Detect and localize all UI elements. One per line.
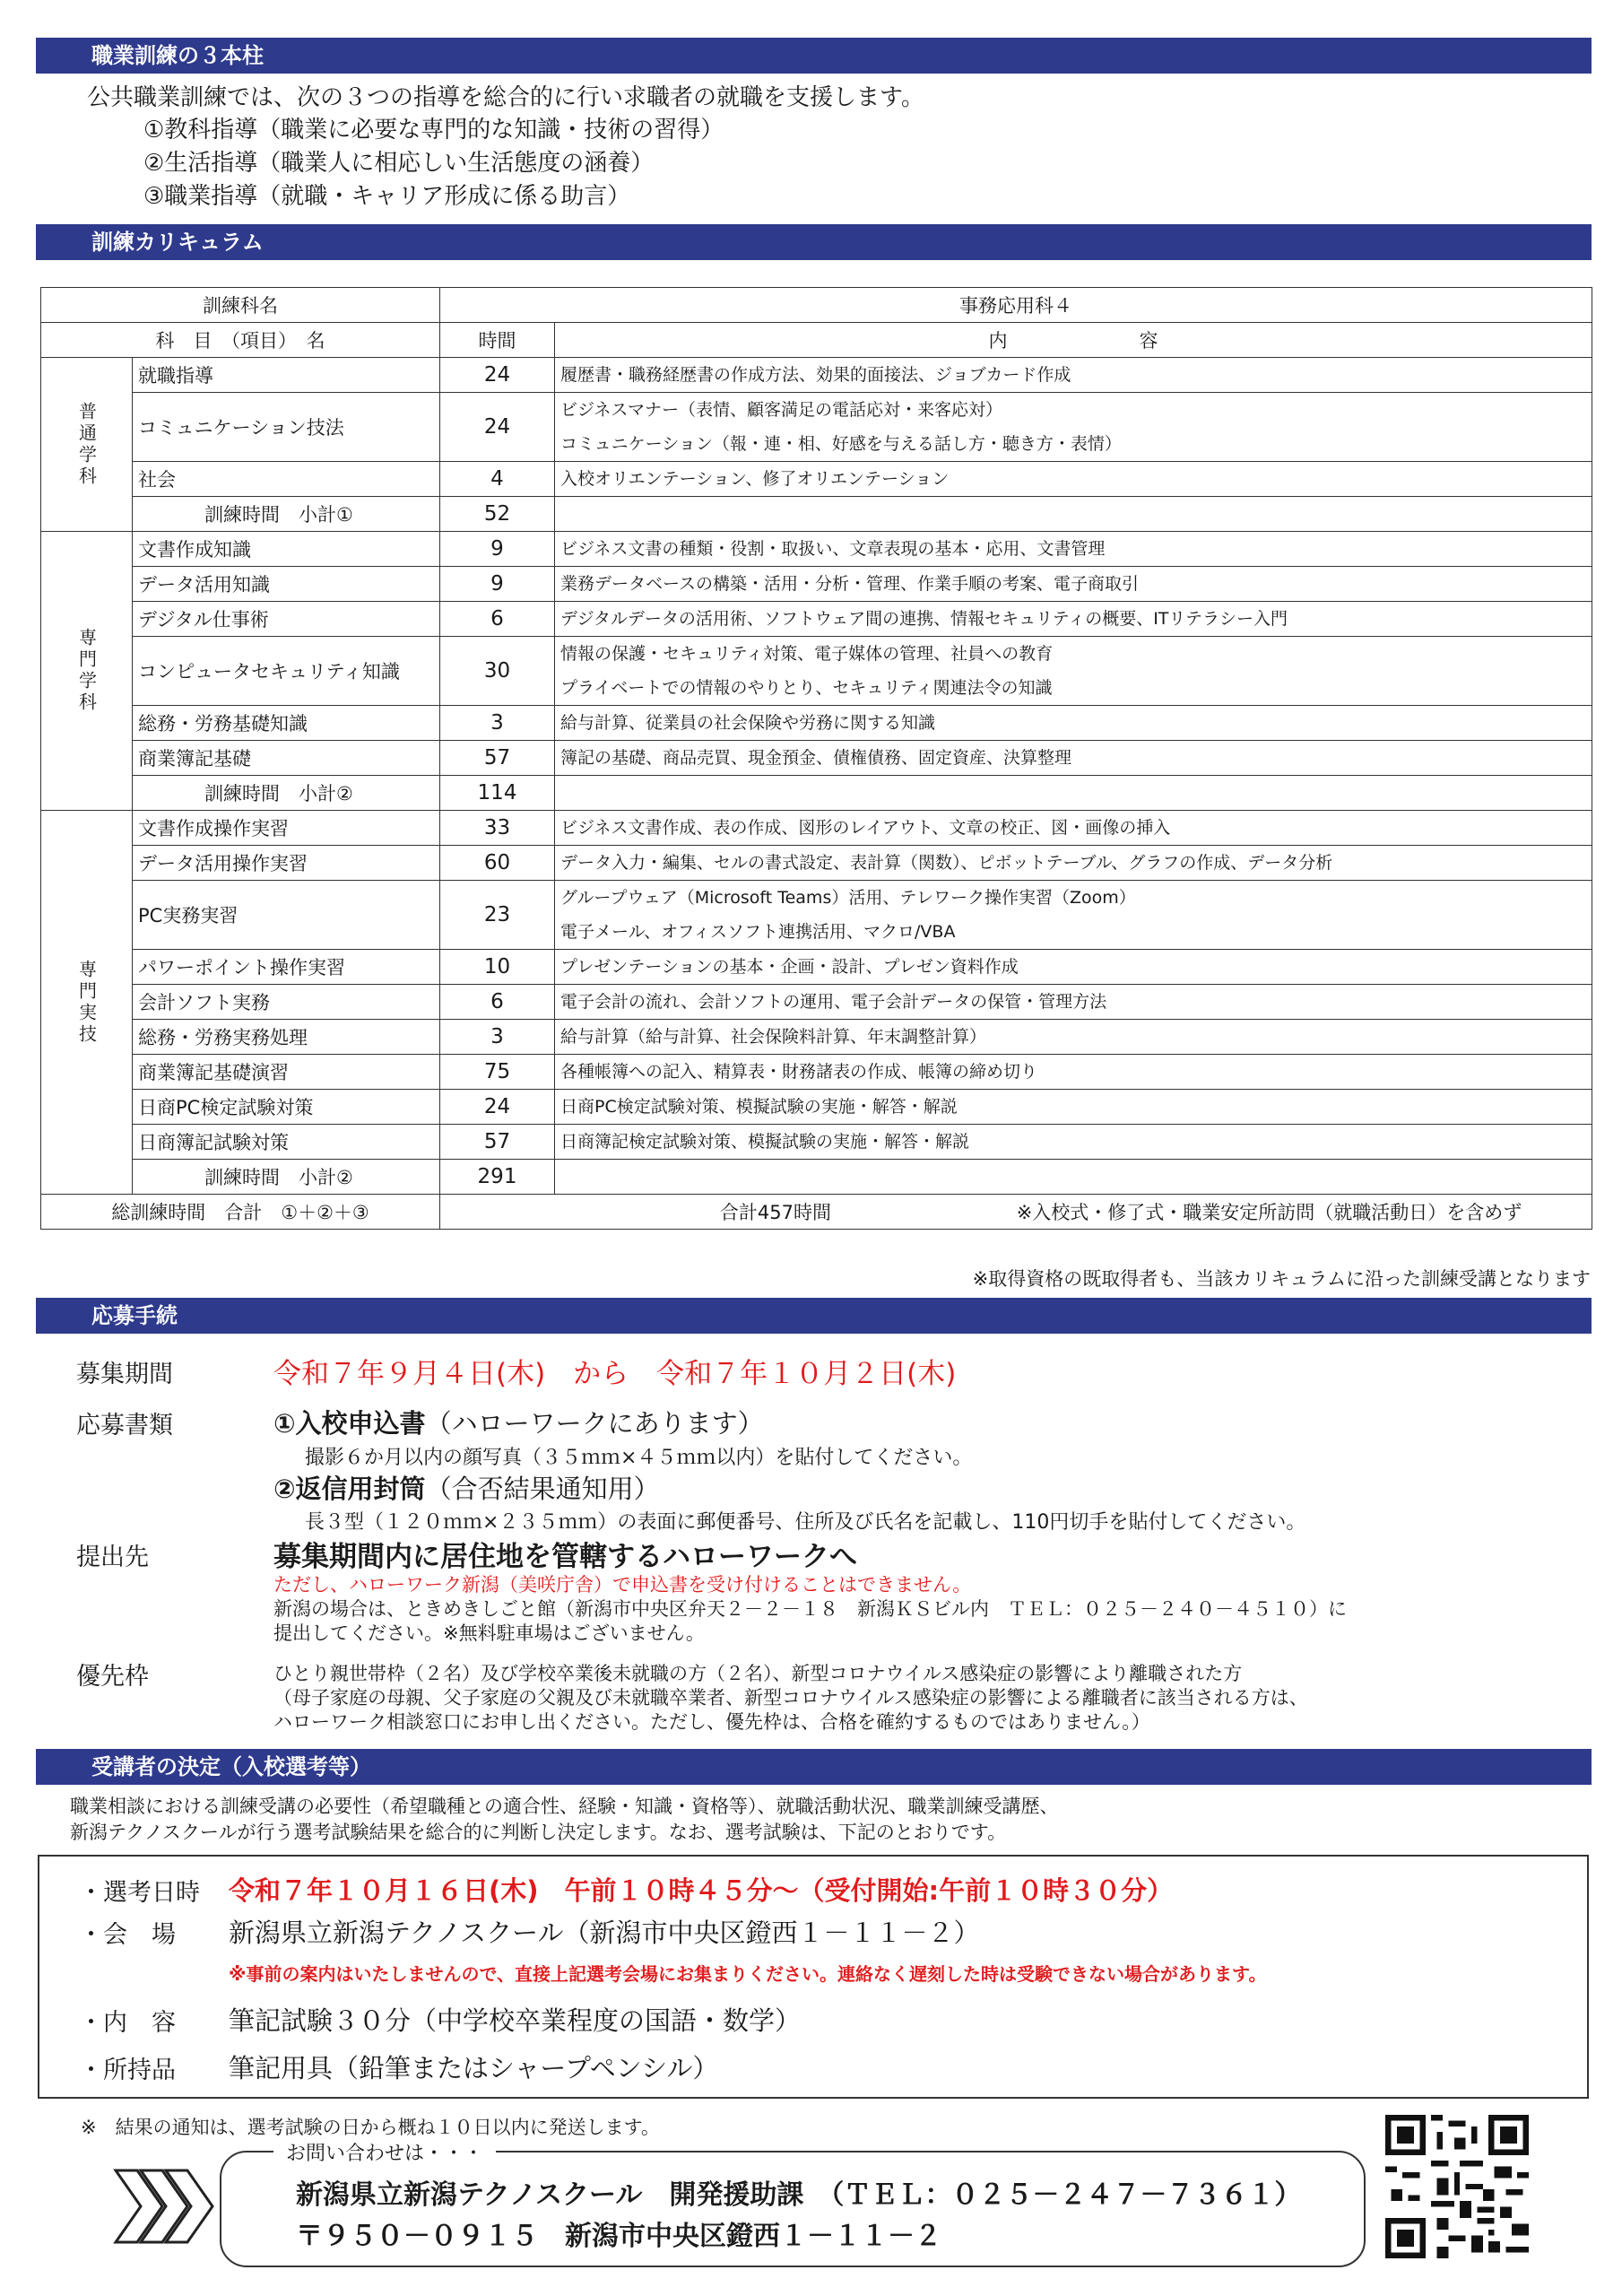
chevron-arrows-icon <box>112 2166 220 2247</box>
subject-content <box>555 462 1592 497</box>
col-hours-header: 時間 <box>440 323 555 358</box>
col-content-header: 内 容 <box>555 323 1592 358</box>
subject-name: 総務・労務基礎知識 <box>133 706 440 741</box>
subtotal-label: 訓練時間 小計① <box>133 497 440 532</box>
table-row <box>41 532 1592 567</box>
content-line: 業務データベースの構築・活用・分析・管理、作業手順の考案、電子商取引 <box>560 574 1140 594</box>
content-line: 履歴書・職務経歴書の作成方法、効果的面接法、ジョブカード作成 <box>560 365 1071 385</box>
subject-hours: 57 <box>440 741 555 776</box>
content-line: 情報の保護・セキュリティ対策、電子媒体の管理、社員への教育 <box>560 644 1054 664</box>
total-value: 合計457時間 <box>719 1202 831 1223</box>
result-note: ※ 結果の通知は、選考試験の日から概ね１０日以内に発送します。 <box>81 2117 660 2138</box>
subject-hours: 6 <box>440 602 555 637</box>
subject-hours: 10 <box>440 950 555 985</box>
subtotal-label: 訓練時間 小計② <box>133 1160 440 1195</box>
doc2-note: 長３型（１２０ｍｍ×２３５ｍｍ）の表面に郵便番号、住所及び氏名を記載し、110円切手を貼付してください。 <box>305 1511 1306 1534</box>
subject-hours: 60 <box>440 846 555 881</box>
table-row <box>41 985 1592 1020</box>
subject-content <box>555 881 1592 950</box>
subject-name: PC実務実習 <box>133 881 440 950</box>
table-row <box>41 706 1592 741</box>
subject-name: 日商簿記試験対策 <box>133 1125 440 1160</box>
subject-name: デジタル仕事術 <box>133 602 440 637</box>
group-general <box>41 358 1592 532</box>
doc1-suffix: （ハローワークにあります） <box>425 1408 764 1439</box>
docs-label: 応募書類 <box>76 1412 173 1439</box>
group-specialized <box>41 532 1592 811</box>
subtotal-row <box>41 776 1592 811</box>
contact-label: お問い合わせは・・・ <box>273 2138 496 2166</box>
submit-warning: ただし、ハローワーク新潟（美咲庁舎）で申込書を受け付けることはできません。 <box>273 1574 972 1596</box>
subject-content <box>555 1090 1592 1125</box>
period-label: 募集期間 <box>76 1361 173 1388</box>
table-row <box>41 567 1592 602</box>
contact-line-1: 新潟県立新潟テクノスクール 開発援助課 （ＴＥＬ：０２５－２４７－７３６１） <box>296 2179 1302 2211</box>
table-row <box>41 462 1592 497</box>
content-line: 各種帳簿への記入、精算表・財務諸表の作成、帳簿の締め切り <box>560 1062 1038 1082</box>
content-line: 電子メール、オフィスソフト連携活用、マクロ/VBA <box>560 922 956 942</box>
doc2 <box>273 1469 660 1506</box>
pillars-intro: 公共職業訓練では、次の３つの指導を総合的に行い求職者の就職を支援します。 <box>87 84 924 111</box>
subject-name: コミュニケーション技法 <box>133 393 440 462</box>
table-row <box>41 1055 1592 1090</box>
subject-hours: 30 <box>440 637 555 706</box>
subject-content <box>555 602 1592 637</box>
content-line: 簿記の基礎、商品売買、現金預金、債権債務、固定資産、決算整理 <box>560 748 1072 768</box>
subtotal-row <box>41 497 1592 532</box>
subject-content <box>555 1055 1592 1090</box>
doc1-title: ①入校申込書 <box>273 1408 426 1439</box>
table-row <box>41 602 1592 637</box>
subject-hours: 24 <box>440 393 555 462</box>
content-line: グループウェア（Microsoft Teams）活用、テレワーク操作実習（Zoom） <box>560 888 1136 908</box>
subtotal-hours: 114 <box>440 776 555 811</box>
subject-hours: 6 <box>440 985 555 1020</box>
priority-line-1: ひとり親世帯枠（２名）及び学校卒業後未就職の方（２名）、新型コロナウイルス感染症の影響により離職された方 <box>273 1663 1243 1684</box>
col-subject-header: 科 目 （項目） 名 <box>41 323 440 358</box>
table-row <box>41 1125 1592 1160</box>
contact-line-2: 〒９５０－０９１５ 新潟市中央区鐙西１－１１－２ <box>296 2221 941 2252</box>
content-line: 日商簿記検定試験対策、模擬試験の実施・解答・解説 <box>560 1132 970 1152</box>
table-row <box>41 393 1592 462</box>
category-specialized: 専門学科 <box>41 532 133 811</box>
subject-name: 社会 <box>133 462 440 497</box>
subject-content <box>555 811 1592 846</box>
doc2-title: ②返信用封筒 <box>273 1474 426 1504</box>
course-label: 訓練科名 <box>41 288 440 323</box>
period-value: 令和７年９月４日(木) から 令和７年１０月２日(木) <box>273 1358 957 1390</box>
subtotal-label: 訓練時間 小計② <box>133 776 440 811</box>
content-line: プレゼンテーションの基本・企画・設計、プレゼン資料作成 <box>560 957 1019 977</box>
table-row <box>41 358 1592 393</box>
table-row <box>41 950 1592 985</box>
table-row <box>41 741 1592 776</box>
content-value: 筆記試験３０分（中学校卒業程度の国語・数学） <box>229 2005 802 2036</box>
subtotal-row <box>41 1160 1592 1195</box>
subject-hours: 9 <box>440 532 555 567</box>
subject-hours: 3 <box>440 706 555 741</box>
curriculum-table <box>40 287 1592 1230</box>
doc1 <box>273 1404 764 1440</box>
subject-hours: 33 <box>440 811 555 846</box>
content-line: 入校オリエンテーション、修了オリエンテーション <box>560 469 950 489</box>
category-practical: 専門実技 <box>41 811 133 1195</box>
group-practical <box>41 811 1592 1195</box>
table-row <box>41 637 1592 706</box>
section-title-application: 応募手続 <box>36 1298 1592 1334</box>
subtotal-hours: 291 <box>440 1160 555 1195</box>
priority-label: 優先枠 <box>76 1663 149 1691</box>
section-title-curriculum: 訓練カリキュラム <box>36 224 1592 260</box>
content-line: 給与計算（給与計算、社会保険料計算、年末調整計算） <box>560 1027 987 1047</box>
table-row <box>41 1020 1592 1055</box>
subject-content <box>555 1020 1592 1055</box>
date-label: ・選考日時 <box>79 1879 200 1907</box>
subtotal-empty <box>555 776 1592 811</box>
subject-content <box>555 393 1592 462</box>
section-title-selection: 受講者の決定（入校選考等） <box>36 1749 1592 1785</box>
subject-name: データ活用知識 <box>133 567 440 602</box>
subject-hours: 24 <box>440 358 555 393</box>
priority-line-2: （母子家庭の母親、父子家庭の父親及び未就職卒業者、新型コロナウイルス感染症の影響による離職者に該当される方は、 <box>273 1687 1308 1709</box>
subject-hours: 4 <box>440 462 555 497</box>
subject-content <box>555 706 1592 741</box>
selection-desc-2: 新潟テクノスクールが行う選考試験結果を総合的に判断し決定します。なお、選考試験は、下記のとおりです。 <box>70 1822 1007 1843</box>
subject-content <box>555 950 1592 985</box>
submit-label: 提出先 <box>76 1544 149 1571</box>
subject-hours: 3 <box>440 1020 555 1055</box>
content-line: プライベートでの情報のやりとり、セキュリティ関連法令の知識 <box>560 678 1053 698</box>
pillar-item-3: ③職業指導（就職・キャリア形成に係る助言） <box>143 183 631 210</box>
curriculum-note: ※取得資格の既取得者も、当該カリキュラムに沿った訓練受講となります <box>972 1268 1591 1290</box>
qr-code-icon[interactable] <box>1385 2115 1529 2258</box>
table-row <box>41 811 1592 846</box>
total-note: ※入校式・修了式・職業安定所訪問（就職活動日）を含めず <box>1016 1202 1522 1223</box>
content-line: ビジネスマナー（表情、顧客満足の電話応対・来客応対） <box>560 400 1003 420</box>
subject-hours: 57 <box>440 1125 555 1160</box>
table-row <box>41 846 1592 881</box>
selection-desc-1: 職業相談における訓練受講の必要性（希望職種との適合性、経験・知識・資格等）、就職活動状況、職業訓練受講歴、 <box>70 1796 1059 1817</box>
content-line: ビジネス文書作成、表の作成、図形のレイアウト、文章の校正、図・画像の挿入 <box>560 818 1171 838</box>
subject-content <box>555 358 1592 393</box>
subtotal-hours: 52 <box>440 497 555 532</box>
subtotal-empty <box>555 1160 1592 1195</box>
subtotal-empty <box>555 497 1592 532</box>
subject-content <box>555 532 1592 567</box>
submit-value: 募集期間内に居住地を管轄するハローワークへ <box>273 1541 857 1573</box>
subject-name: 文書作成知識 <box>133 532 440 567</box>
venue-warning: ※事前の案内はいたしませんので、直接上記選考会場にお集まりください。連絡なく遅刻した時は受験できない場合があります。 <box>229 1963 1267 1985</box>
doc2-suffix: （合否結果通知用） <box>425 1474 660 1504</box>
table-row <box>41 881 1592 950</box>
category-general: 普通学科 <box>41 358 133 532</box>
subject-name: 日商PC検定試験対策 <box>133 1090 440 1125</box>
content-line: ビジネス文書の種類・役割・取扱い、文章表現の基本・応用、文書管理 <box>560 539 1106 559</box>
subject-content <box>555 741 1592 776</box>
table-row <box>41 1090 1592 1125</box>
subject-name: 就職指導 <box>133 358 440 393</box>
subject-content <box>555 567 1592 602</box>
subject-content <box>555 846 1592 881</box>
subject-name: 商業簿記基礎演習 <box>133 1055 440 1090</box>
subject-name: 文書作成操作実習 <box>133 811 440 846</box>
pillar-item-2: ②生活指導（職業人に相応しい生活態度の涵養） <box>143 150 655 177</box>
subject-hours: 75 <box>440 1055 555 1090</box>
subject-hours: 23 <box>440 881 555 950</box>
submit-note-1: 新潟の場合は、ときめきしごと館（新潟市中央区弁天２－２－１８ 新潟ＫＳビル内 ＴＥＬ：０２５－２４０－４５１０）に <box>273 1598 1347 1620</box>
subject-name: 会計ソフト実務 <box>133 985 440 1020</box>
doc1-note: 撮影６か月以内の顔写真（３５ｍｍ×４５ｍｍ以内）を貼付してください。 <box>305 1447 973 1469</box>
content-line: 給与計算、従業員の社会保険や労務に関する知識 <box>560 713 936 733</box>
priority-line-3: ハローワーク相談窓口にお申し出ください。ただし、優先枠は、合格を確約するものではありません。） <box>273 1711 1150 1733</box>
subject-hours: 9 <box>440 567 555 602</box>
content-line: 電子会計の流れ、会計ソフトの運用、電子会計データの保管・管理方法 <box>560 992 1107 1012</box>
subject-name: コンピュータセキュリティ知識 <box>133 637 440 706</box>
course-name: 事務応用科４ <box>440 288 1592 323</box>
total-row <box>440 1195 1592 1230</box>
items-label: ・所持品 <box>79 2057 176 2084</box>
section-title-pillars: 職業訓練の３本柱 <box>36 38 1592 74</box>
date-value: 令和７年１０月１６日(木) 午前１０時４５分～（受付開始:午前１０時３０分） <box>229 1875 1174 1906</box>
content-line: デジタルデータの活用術、ソフトウェア間の連携、情報セキュリティの概要、ITリテラシー入門 <box>560 609 1288 629</box>
venue-label: ・会 場 <box>79 1921 176 1949</box>
subject-content <box>555 1125 1592 1160</box>
subject-name: 商業簿記基礎 <box>133 741 440 776</box>
venue-value: 新潟県立新潟テクノスクール（新潟市中央区鐙西１－１１－２） <box>229 1918 980 1948</box>
subject-content <box>555 985 1592 1020</box>
content-line: コミュニケーション（報・連・相、好感を与える話し方・聴き方・表情） <box>560 434 1122 454</box>
subject-hours: 24 <box>440 1090 555 1125</box>
subject-content <box>555 637 1592 706</box>
submit-note-2: 提出してください。※無料駐車場はございません。 <box>273 1622 705 1644</box>
items-value: 筆記用具（鉛筆またはシャープペンシル） <box>229 2053 719 2083</box>
pillar-item-1: ①教科指導（職業に必要な専門的な知識・技術の習得） <box>143 117 724 144</box>
content-label: ・内 容 <box>79 2009 176 2037</box>
total-label: 総訓練時間 合計 ①＋②＋③ <box>41 1195 440 1230</box>
subject-name: データ活用操作実習 <box>133 846 440 881</box>
subject-name: 総務・労務実務処理 <box>133 1020 440 1055</box>
content-line: 日商PC検定試験対策、模擬試験の実施・解答・解説 <box>560 1097 958 1117</box>
subject-name: パワーポイント操作実習 <box>133 950 440 985</box>
content-line: データ入力・編集、セルの書式設定、表計算（関数）、ピボットテーブル、グラフの作成、データ分析 <box>560 853 1333 873</box>
